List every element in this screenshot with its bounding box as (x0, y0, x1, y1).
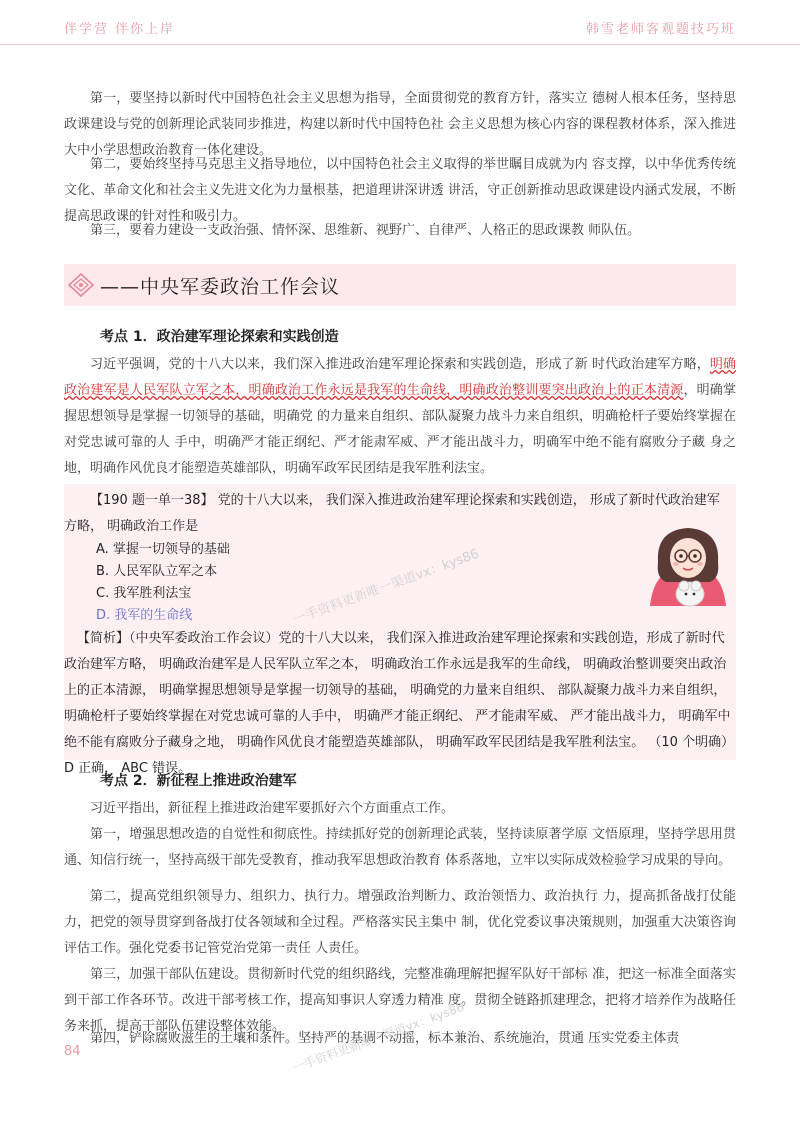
kp2-paragraph-1: 习近平指出，新征程上推进政治建军要抓好六个方面重点工作。 (90, 801, 455, 816)
watermark: 一手资料更新唯一渠道vx：kys86 (291, 546, 482, 628)
section-banner (64, 264, 736, 306)
option-d-answer: D. 我军的生命线 (96, 608, 193, 623)
kp1-text-start: 习近平强调，党的十八大以来，我们深入推进政治建军理论探索和实践创造，形成了新 时代政治建军方略， (90, 357, 710, 372)
question-stem: 【190 题一单一38】 党的十八大以来， 我们深入推进政治建军理论探索和实践创造， 形成了新时代政治建军方略， 明确政治工作是 (64, 493, 720, 534)
teacher-avatar (640, 516, 736, 612)
intro-paragraph-1: 第一，要坚持以新时代中国特色社会主义思想为指导，全面贯彻党的教育方针，落实立 德树人根本任务，坚持思政课建设与党的创新理论武装同步推进，构建以新时代中国特色社 会主义思想为核心内容的课程教材体系，深入推进大中小学思想政治教育一体化建设。 (64, 91, 736, 158)
kp1-title: 考点 1．政治建军理论探索和实践创造 (100, 329, 339, 345)
kp1-text-end: ，明确掌握思想领导是掌握一切领导的基础，明确党 的力量来自组织、部队凝聚力战斗力来自组织，明确枪杆子要始终掌握在对党忠诚可靠的人 手中，明确严才能正纲纪、严才能肃军威、严才能出战斗力，明确军中绝不能有腐败分子藏 身之地，明确作风优良才能塑造英雄部队，明确军政军民团结是我军胜利法宝。 (64, 383, 736, 476)
diamond-ornament-icon (68, 273, 94, 297)
intro-paragraph-2: 第二，要始终坚持马克思主义指导地位，以中国特色社会主义取得的举世瞩目成就为内 容支撑，以中华优秀传统文化、革命文化和社会主义先进文化为力量根基，把道理讲深讲透 讲活，守正创新推动思政课建设内涵式发展，不断提高思政课的针对性和吸引力。 (64, 157, 736, 224)
intro-paragraph-3: 第三，要着力建设一支政治强、情怀深、思维新、视野广、自律严、人格正的思政课教 师队伍。 (90, 223, 641, 238)
kp2-paragraph-3: 第二，提高党组织领导力、组织力、执行力。增强政治判断力、政治领悟力、政治执行 力，提高抓备战打仗能力，把党的领导贯穿到备战打仗各领域和全过程。严格落实民主集中 制，优化党委议事决策规则，加强重大决策咨询评估工作。强化党委书记管党治党第一责任 人责任。 (64, 889, 736, 956)
page-header (0, 0, 800, 45)
kp2-title: 考点 2．新征程上推进政治建军 (100, 773, 297, 789)
kp1-paragraph (64, 352, 736, 482)
option-c: C. 我军胜利法宝 (96, 586, 192, 601)
page-number: 84 (64, 1044, 81, 1059)
section-title: ——中央军委政治工作会议 (100, 276, 341, 298)
header-brand: 伴学营 伴你上岸 (64, 22, 176, 37)
kp2-paragraph-5: 第四，铲除腐败滋生的土壤和条件。坚持严的基调不动摇，标本兼治、系统施治，贯通 压实党委主体责 (90, 1031, 680, 1046)
kp2-paragraph-2: 第一，增强思想改造的自觉性和彻底性。持续抓好党的创新理论武装，坚持读原著学原 文悟原理，坚持学思用贯通、知信行统一，坚持高级干部先受教育，推动我军思想政治教育 体系落地，立牢以实际成效检验学习成果的导向。 (64, 827, 736, 868)
option-a: A. 掌握一切领导的基础 (96, 542, 230, 557)
header-course-title: 韩雪老师客观题技巧班 (585, 22, 736, 37)
kp1-highlighted-text: 明确政治建军是人民军队立军之本，明确政治工作永远是我军的生命线，明确政治整训要突出政治上的正本清源 (64, 357, 736, 398)
option-b: B. 人民军队立军之本 (96, 564, 218, 579)
footer-watermark: 一手资料更新唯一渠道vx：kys86 (290, 999, 466, 1076)
kp2-paragraph-4: 第三，加强干部队伍建设。贯彻新时代党的组织路线，完整准确理解把握军队好干部标 准，把这一标准全面落实到干部工作各环节。改进干部考核工作，提高知事识人穿透力精准 度。贯彻全链路抓建理念，把将才培养作为战略任务来抓，提高干部队伍建设整体效能。 (64, 967, 736, 1034)
question-analysis: 【简析】（中央军委政治工作会议）党的十八大以来， 我们深入推进政治建军理论探索和实践创造，形成了新时代政治建军方略， 明确政治建军是人民军队立军之本， 明确政治工作永远是我军的生命线， 明确政治整训要突出政治上的正本清源， 明确掌握思想领导是掌握一切领导的基础， 明确党的力量来自组织、 部队凝聚力战斗力来自组织， 明确枪杆子要始终掌握在对党忠诚可靠的人手中， 明确严才能正纲纪、 严才能肃军威、 严才能出战斗力， 明确军中绝不能有腐败分子藏身之地， 明确作风优良才能塑造英雄部队， 明确军政军民团结是我军胜利法宝。 （10 个明确） D 正确， ABC 错误。 (64, 631, 735, 776)
